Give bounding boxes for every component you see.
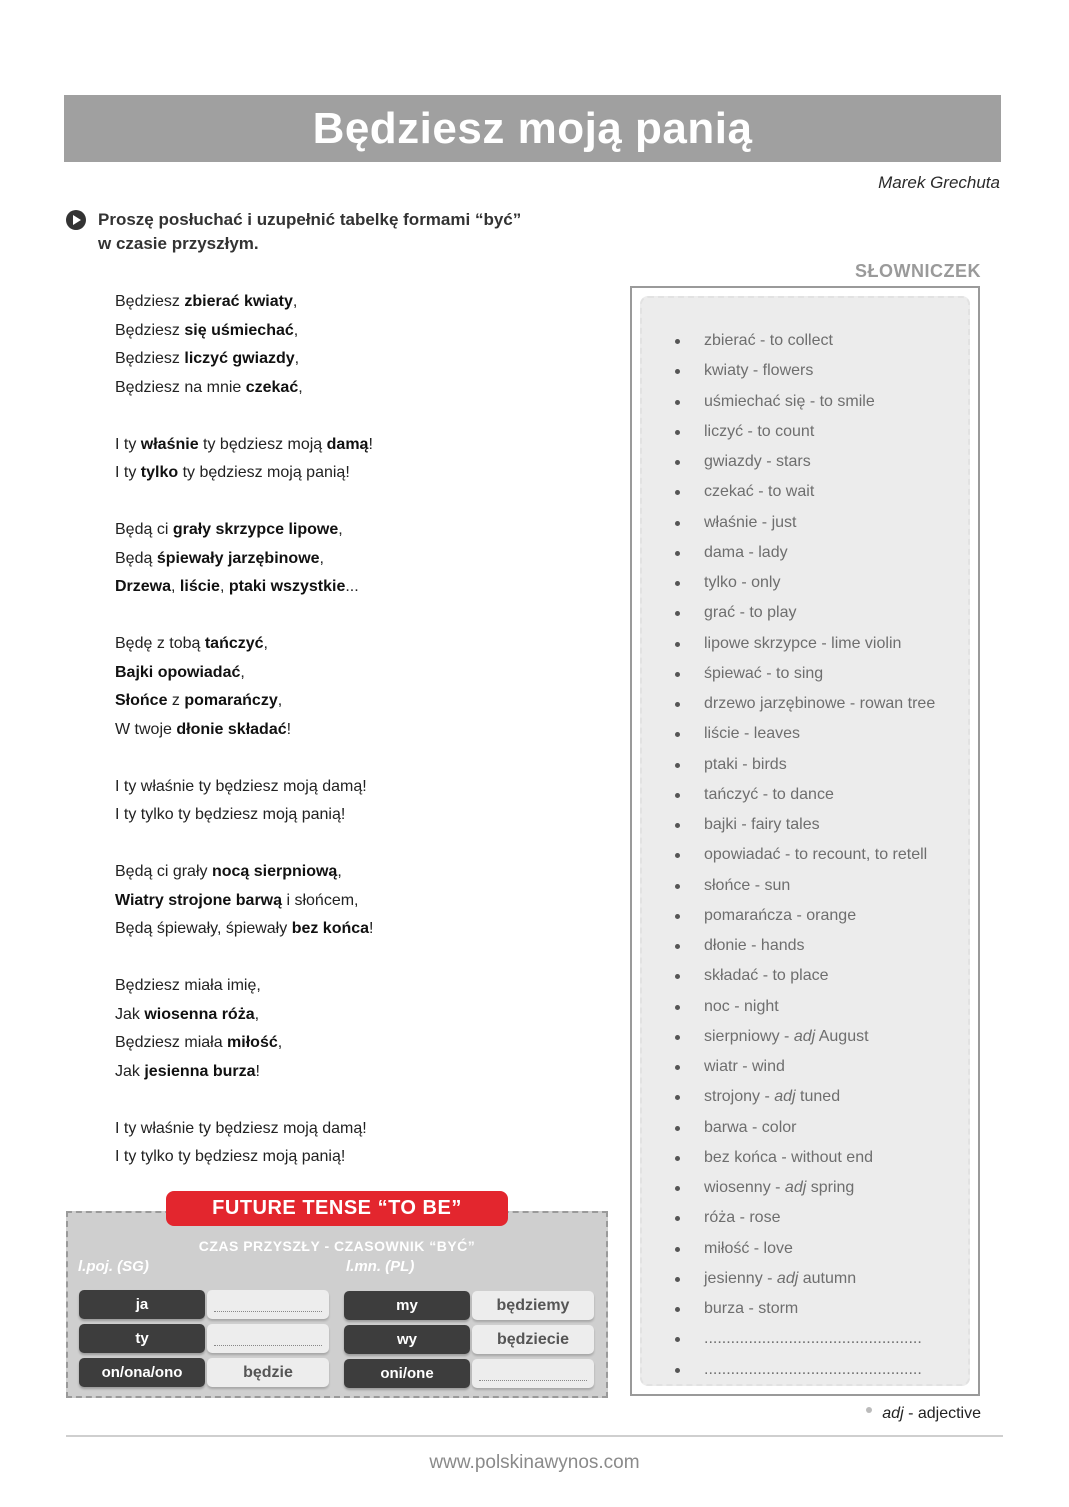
lyrics-text: ,	[240, 663, 245, 681]
entry-text: tańczyć - to dance	[704, 785, 834, 803]
entry-text: lipowe skrzypce - lime violin	[704, 634, 902, 652]
answer-blank	[214, 1311, 322, 1312]
lyrics-text: ,	[337, 863, 342, 880]
dictionary-entry	[704, 1088, 840, 1105]
dictionary-item	[672, 750, 982, 780]
pronoun-on-ona-ono: on/ona/ono	[79, 1358, 205, 1387]
dictionary-item	[672, 931, 982, 961]
future-tense-subtitle: CZAS PRZYSZŁY - CZASOWNIK “BYĆ”	[198, 1238, 476, 1254]
dictionary-item	[672, 871, 982, 901]
answer-field-ja[interactable]	[207, 1290, 329, 1319]
dictionary-item	[672, 659, 982, 689]
lyrics-text: !	[255, 1062, 260, 1080]
lyrics-text: ,	[254, 1005, 260, 1023]
lyrics-text: !	[369, 920, 374, 937]
lyrics-text: Będziesz	[115, 350, 185, 367]
entry-text: barwa - color	[704, 1118, 797, 1136]
footer-url[interactable]: www.polskinawynos.com	[429, 1452, 640, 1473]
footnote-abbr: adj	[882, 1405, 904, 1422]
lyrics-line	[115, 687, 585, 716]
entry-text: słońce - sun	[704, 876, 791, 894]
dictionary-entry	[704, 362, 813, 379]
vocab-word: zbierać kwiaty	[184, 293, 293, 310]
vocab-word: śpiewały jarzębinowe	[156, 549, 320, 567]
future-tense-label: FUTURE TENSE “TO BE”	[166, 1191, 508, 1226]
entry-text: dłonie - hands	[704, 937, 805, 954]
lyrics-line	[115, 345, 585, 374]
pronoun-ja: ja	[79, 1290, 205, 1319]
lyrics-text: ,	[277, 692, 283, 709]
dictionary-item	[672, 538, 982, 568]
dictionary-entry	[704, 1028, 869, 1045]
vocab-word: jesienna burza	[144, 1062, 256, 1080]
lyrics-text: Będziesz	[115, 293, 185, 310]
dictionary-item	[672, 901, 982, 931]
lyrics-line	[115, 773, 585, 802]
vocab-word: się uśmiechać	[184, 321, 294, 339]
pronoun-wy: wy	[344, 1325, 470, 1354]
lyrics-text: ,	[294, 350, 300, 367]
entry-text: właśnie - just	[704, 513, 797, 531]
answer-blank	[214, 1345, 322, 1346]
lyrics-text: Jak	[115, 1005, 145, 1023]
entry-text: zbierać - to collect	[704, 332, 833, 349]
dictionary-entry	[704, 786, 834, 803]
dictionary-item	[672, 1355, 982, 1385]
pronoun-my: my	[344, 1291, 470, 1320]
lyrics-text: Będą	[115, 549, 157, 567]
dictionary-entry	[704, 877, 790, 894]
lyrics-text: ,	[338, 521, 343, 538]
dictionary-item	[672, 780, 982, 810]
lyrics-text: !	[368, 435, 373, 453]
vocab-word: liście	[179, 578, 220, 595]
vocab-word: czekać	[245, 378, 299, 396]
form-bedzie: będzie	[207, 1358, 329, 1387]
vocab-word: miłość	[227, 1034, 278, 1051]
dictionary-entry	[704, 695, 935, 712]
dictionary-item	[672, 326, 982, 356]
lyrics-line	[115, 317, 585, 346]
lyrics-text: ,	[319, 549, 324, 567]
lyrics-line	[115, 1115, 585, 1144]
footnote	[866, 1405, 981, 1423]
dictionary-item	[672, 508, 982, 538]
lyrics-text: ty będziesz moją panią!	[178, 464, 350, 481]
entry-text: bajki - fairy tales	[704, 816, 820, 833]
entry-text: sierpniowy -	[704, 1027, 794, 1045]
entry-text: liście - leaves	[704, 725, 801, 743]
plural-heading: l.mn. (PL)	[346, 1258, 415, 1275]
entry-text: liczyć - to count	[704, 422, 815, 440]
entry-text: burza - storm	[704, 1300, 799, 1317]
dictionary-box	[630, 286, 980, 1396]
lyrics-line	[115, 545, 585, 574]
lyrics-stanza	[115, 431, 585, 488]
lyrics-text: W twoje	[115, 720, 177, 738]
vocab-word: właśnie	[140, 435, 199, 453]
vocab-word: damą	[326, 435, 369, 453]
lyrics-text: I ty właśnie ty będziesz moją damą!	[115, 1119, 367, 1137]
abbr-adj: adj	[793, 1027, 816, 1045]
lyrics-text: ,	[293, 321, 299, 339]
lyrics-stanza	[115, 630, 585, 744]
dictionary-item	[672, 1052, 982, 1082]
page-title: Będziesz moją panią	[312, 103, 753, 153]
arrow-right-icon	[66, 210, 86, 230]
lyrics-line	[115, 659, 585, 688]
lyrics-line	[115, 858, 585, 887]
dictionary-item	[672, 1082, 982, 1112]
entry-text: czekać - to wait	[704, 483, 815, 501]
vocab-word: pomarańczy	[184, 692, 278, 709]
instruction-line: w czasie przyszłym.	[98, 234, 259, 253]
dictionary-title: SŁOWNICZEK	[855, 261, 981, 281]
vocab-word: dłonie składać	[176, 720, 287, 738]
lyrics-text: I ty tylko ty będziesz moją panią!	[115, 1148, 346, 1165]
dictionary-entry	[704, 756, 787, 773]
form-bedziemy: będziemy	[472, 1291, 594, 1320]
lyrics-text: Będą ci	[115, 521, 173, 538]
dictionary-entry	[704, 665, 823, 682]
dictionary-entry	[704, 998, 779, 1015]
lyrics-text: ,	[219, 578, 229, 595]
entry-text: grać - to play	[704, 604, 797, 622]
dictionary-entry	[704, 1361, 922, 1378]
lyrics-text: ,	[292, 293, 298, 310]
dictionary-entry	[704, 604, 796, 621]
abbr-adj: adj	[776, 1269, 799, 1287]
dictionary-entry	[704, 1149, 873, 1166]
dictionary-item	[672, 477, 982, 507]
vocab-word: nocą sierpniową	[211, 863, 338, 880]
dictionary-item	[672, 1264, 982, 1294]
entry-text: opowiadać - to recount, to retell	[704, 846, 928, 864]
abbr-adj: adj	[774, 1088, 796, 1106]
bullet-icon	[866, 1407, 872, 1413]
dictionary-item	[672, 356, 982, 386]
dictionary-item	[672, 1324, 982, 1354]
dictionary-entry	[704, 483, 814, 500]
dictionary-entry	[704, 1330, 922, 1347]
entry-text: .................................................	[704, 1330, 922, 1348]
entry-text: ptaki - birds	[704, 755, 787, 773]
dictionary-item	[672, 840, 982, 870]
dictionary-entry	[704, 1179, 854, 1196]
dictionary-entry	[704, 1119, 796, 1136]
dictionary-item	[672, 1203, 982, 1233]
lyrics-line	[115, 915, 585, 944]
instruction-text	[98, 208, 521, 256]
lyrics-text: Będziesz miała imię,	[115, 977, 261, 994]
pronoun-ty: ty	[79, 1324, 205, 1353]
entry-text: tylko - only	[704, 574, 781, 591]
entry-text: tuned	[795, 1088, 841, 1106]
entry-text: .................................................	[704, 1360, 922, 1378]
dictionary-list	[672, 326, 982, 1385]
lyrics-text: I ty właśnie ty będziesz moją damą!	[115, 777, 367, 795]
dictionary-item	[672, 568, 982, 598]
lyrics-line	[115, 1001, 585, 1030]
dictionary-entry	[704, 816, 820, 833]
lyrics-text: Będą śpiewały, śpiewały	[115, 920, 292, 937]
dictionary-entry	[704, 574, 780, 591]
dictionary-item	[672, 1294, 982, 1324]
vocab-word: liczyć gwiazdy	[184, 350, 295, 367]
lyrics-text: !	[286, 720, 292, 738]
lyrics-text: ,	[171, 578, 180, 595]
entry-text: uśmiechać się - to smile	[704, 392, 875, 410]
entry-text: bez końca - without end	[704, 1148, 873, 1166]
lyrics-text: Będę z tobą	[115, 635, 205, 652]
lyrics-line	[115, 716, 585, 745]
singular-heading: l.poj. (SG)	[78, 1258, 149, 1275]
vocab-word: bez końca	[291, 920, 370, 937]
vocab-word: Bajki opowiadać	[115, 663, 241, 681]
lyrics-text: Jak	[115, 1062, 145, 1080]
footer-divider	[66, 1435, 1003, 1437]
lyrics-stanza	[115, 1115, 585, 1172]
instruction-line: Proszę posłuchać i uzupełnić tabelkę formami “być”	[98, 210, 522, 229]
dictionary-entry	[704, 453, 811, 470]
entry-text: strojony -	[704, 1088, 775, 1106]
entry-text: miłość - love	[704, 1239, 793, 1257]
title-banner	[64, 95, 1001, 162]
dictionary-entry	[704, 1058, 785, 1075]
form-bedziecie: będziecie	[472, 1325, 594, 1354]
lyrics-line	[115, 573, 585, 602]
entry-text: jesienny -	[704, 1269, 777, 1287]
dictionary-entry	[704, 544, 788, 561]
lyrics-line	[115, 1143, 585, 1172]
abbr-adj: adj	[784, 1179, 807, 1196]
dictionary-item	[672, 1022, 982, 1052]
entry-text: śpiewać - to sing	[704, 664, 824, 682]
dictionary-item	[672, 1143, 982, 1173]
lyrics-text: Będziesz na mnie	[115, 378, 246, 396]
lyrics-line	[115, 1058, 585, 1087]
dictionary-entry	[704, 423, 814, 440]
dictionary-entry	[704, 967, 829, 984]
entry-text: gwiazdy - stars	[704, 453, 811, 470]
dictionary-panel	[640, 296, 970, 1386]
lyrics-line	[115, 516, 585, 545]
entry-text: pomarańcza - orange	[704, 906, 857, 924]
dictionary-item	[672, 629, 982, 659]
dictionary-item	[672, 598, 982, 628]
answer-blank	[479, 1380, 587, 1381]
dictionary-item	[672, 417, 982, 447]
lyrics-text: Będą ci grały	[115, 863, 212, 880]
footnote-text: - adjective	[903, 1405, 981, 1422]
lyrics-stanza	[115, 972, 585, 1086]
entry-text: August	[815, 1027, 869, 1045]
dictionary-entry	[704, 725, 800, 742]
entry-text: drzewo jarzębinowe - rowan tree	[704, 695, 936, 712]
lyrics-stanza	[115, 516, 585, 602]
lyrics-line	[115, 431, 585, 460]
entry-text: składać - to place	[704, 967, 829, 985]
dictionary-item	[672, 447, 982, 477]
lyrics-text: ,	[298, 378, 303, 396]
dictionary-entry	[704, 1270, 856, 1287]
lyrics-stanza	[115, 288, 585, 402]
lyrics-line	[115, 459, 585, 488]
song-author: Marek Grechuta	[878, 173, 1000, 192]
lyrics-line	[115, 374, 585, 403]
entry-text: noc - night	[704, 997, 779, 1015]
lyrics-text: ,	[263, 635, 268, 652]
lyrics-stanza	[115, 858, 585, 944]
lyrics-text: Będziesz miała	[115, 1034, 228, 1051]
entry-text: autumn	[798, 1269, 857, 1287]
lyrics-text: Będziesz	[115, 321, 185, 339]
entry-text: dama - lady	[704, 543, 788, 561]
dictionary-entry	[704, 937, 805, 954]
dictionary-item	[672, 1234, 982, 1264]
dictionary-entry	[704, 1300, 798, 1317]
vocab-word: grały skrzypce lipowe	[172, 521, 339, 538]
dictionary-entry	[704, 332, 833, 349]
dictionary-item	[672, 387, 982, 417]
lyrics-text: ty będziesz moją	[198, 435, 327, 453]
dictionary-item	[672, 992, 982, 1022]
dictionary-entry	[704, 514, 796, 531]
vocab-word: wiosenna róża	[144, 1005, 255, 1023]
instruction	[66, 208, 606, 256]
lyrics-text: ...	[345, 578, 359, 595]
lyrics-text: z	[167, 692, 185, 709]
lyrics-stanza	[115, 773, 585, 830]
entry-text: wiosenny -	[704, 1179, 785, 1196]
dictionary-item	[672, 810, 982, 840]
vocab-word: tańczyć	[204, 635, 264, 652]
lyrics-line	[115, 972, 585, 1001]
answer-field-ty[interactable]	[207, 1324, 329, 1353]
vocab-word: ptaki wszystkie	[228, 578, 346, 595]
dictionary-entry	[704, 1209, 780, 1226]
lyrics-text: I ty	[115, 464, 141, 481]
dictionary-entry	[704, 1240, 793, 1257]
entry-text: wiatr - wind	[704, 1058, 785, 1075]
dictionary-entry	[704, 907, 856, 924]
entry-text: róża - rose	[704, 1209, 781, 1227]
lyrics-text: ,	[277, 1034, 283, 1051]
entry-text: kwiaty - flowers	[704, 362, 814, 380]
vocab-word: Słońce	[115, 692, 168, 709]
dictionary-item	[672, 689, 982, 719]
song-lyrics	[115, 288, 585, 1200]
dictionary-item	[672, 961, 982, 991]
dictionary-item	[672, 719, 982, 749]
lyrics-line	[115, 630, 585, 659]
vocab-word: Drzewa	[115, 578, 172, 595]
dictionary-item	[672, 1113, 982, 1143]
entry-text: spring	[806, 1179, 855, 1196]
vocab-word: tylko	[140, 464, 179, 481]
answer-field-oni-one[interactable]	[472, 1359, 594, 1388]
vocab-word: Wiatry strojone barwą	[115, 891, 283, 909]
lyrics-text: I ty tylko ty będziesz moją panią!	[115, 806, 346, 823]
pronoun-oni-one: oni/one	[344, 1359, 470, 1388]
dictionary-entry	[704, 393, 875, 410]
lyrics-line	[115, 1029, 585, 1058]
dictionary-entry	[704, 635, 901, 652]
lyrics-line	[115, 887, 585, 916]
lyrics-line	[115, 288, 585, 317]
lyrics-text: I ty	[115, 435, 141, 453]
lyrics-line	[115, 801, 585, 830]
lyrics-text: i słońcem,	[282, 891, 359, 909]
dictionary-entry	[704, 846, 927, 863]
dictionary-item	[672, 1173, 982, 1203]
